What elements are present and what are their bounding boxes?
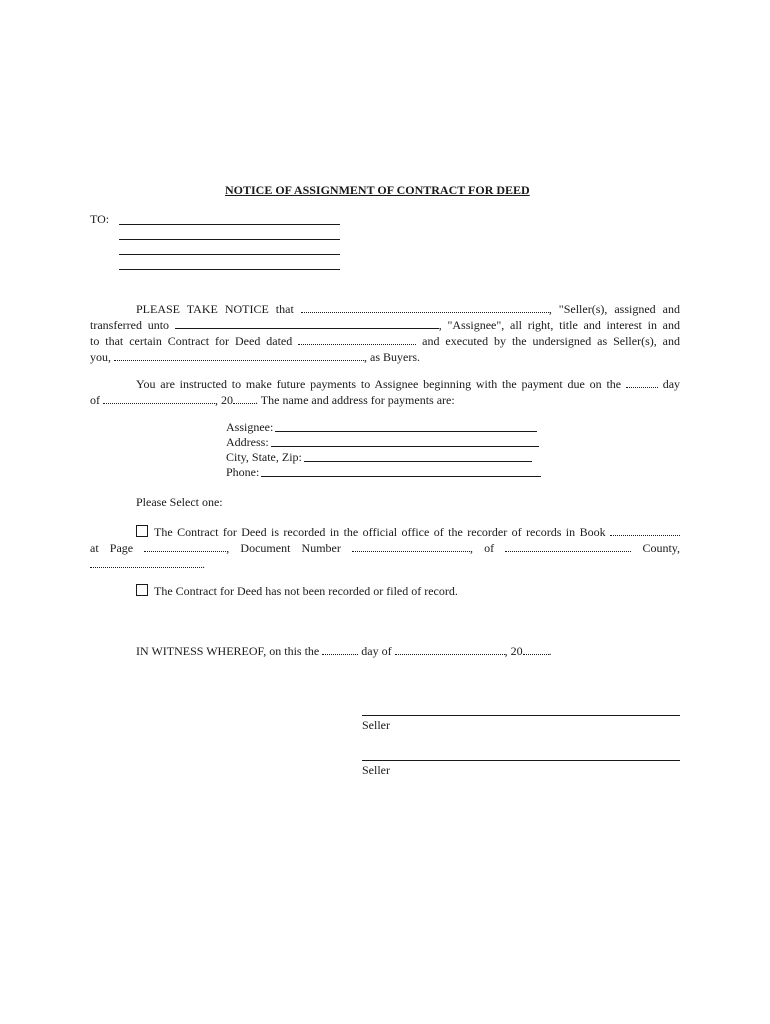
payment-month-blank[interactable] [103, 392, 215, 404]
payment-day-blank[interactable] [626, 376, 658, 388]
address-input-line[interactable] [271, 435, 539, 447]
option-not-recorded: The Contract for Deed has not been recorded or filed of record. [136, 584, 458, 599]
witness-year-blank[interactable] [523, 643, 549, 655]
contract-date-blank[interactable] [298, 333, 416, 345]
phone-field: Phone: [226, 465, 541, 480]
city-state-zip-input-line[interactable] [304, 450, 532, 462]
county-blank[interactable] [505, 540, 631, 552]
phone-input-line[interactable] [261, 465, 541, 477]
seller-signature-line-1[interactable] [362, 715, 680, 716]
address-field: Address: [226, 435, 539, 450]
select-label: Please Select one: [136, 495, 223, 509]
state-blank[interactable] [90, 556, 202, 568]
seller-label-2: Seller [362, 763, 390, 777]
assignee-field: Assignee: [226, 420, 537, 435]
document-number-blank[interactable] [352, 540, 470, 552]
document-title: NOTICE OF ASSIGNMENT OF CONTRACT FOR DEED [225, 183, 530, 197]
seller-label-1: Seller [362, 718, 390, 732]
notice-paragraph: PLEASE TAKE NOTICE that , "Seller(s), assigned and transferred unto , "Assignee", all right, title and interest in and to that certain Contract for Deed dated and executed by the undersigned as Seller(s), and you, , as Buyers. [90, 302, 681, 364]
option-recorded: The Contract for Deed is recorded in the official office of the recorder of records in Book at Page , Document Number , of County, . [90, 525, 680, 571]
witness-day-blank[interactable] [322, 643, 358, 655]
to-line-2[interactable] [119, 239, 340, 240]
witness-line: IN WITNESS WHEREOF, on this the day of , 20 . [136, 644, 552, 658]
seller-signature-line-2[interactable] [362, 760, 680, 761]
seller-name-blank[interactable] [301, 301, 549, 313]
to-label: TO: [90, 212, 110, 226]
payment-year-blank[interactable] [233, 392, 255, 404]
not-recorded-checkbox[interactable] [136, 584, 148, 596]
to-line-4[interactable] [119, 269, 340, 270]
recorded-checkbox[interactable] [136, 525, 148, 537]
payment-paragraph: You are instructed to make future payments to Assignee beginning with the payment due on the day of , 20 . The name and address for payments are: [90, 377, 681, 407]
to-line-3[interactable] [119, 254, 340, 255]
assignee-input-line[interactable] [275, 420, 537, 432]
assignee-name-blank[interactable] [175, 317, 439, 329]
city-state-zip-field: City, State, Zip: [226, 450, 532, 465]
buyer-name-blank[interactable] [114, 349, 364, 361]
to-line-1[interactable] [119, 224, 340, 225]
page-blank[interactable] [144, 540, 226, 552]
book-blank[interactable] [610, 524, 680, 536]
witness-month-blank[interactable] [395, 643, 505, 655]
